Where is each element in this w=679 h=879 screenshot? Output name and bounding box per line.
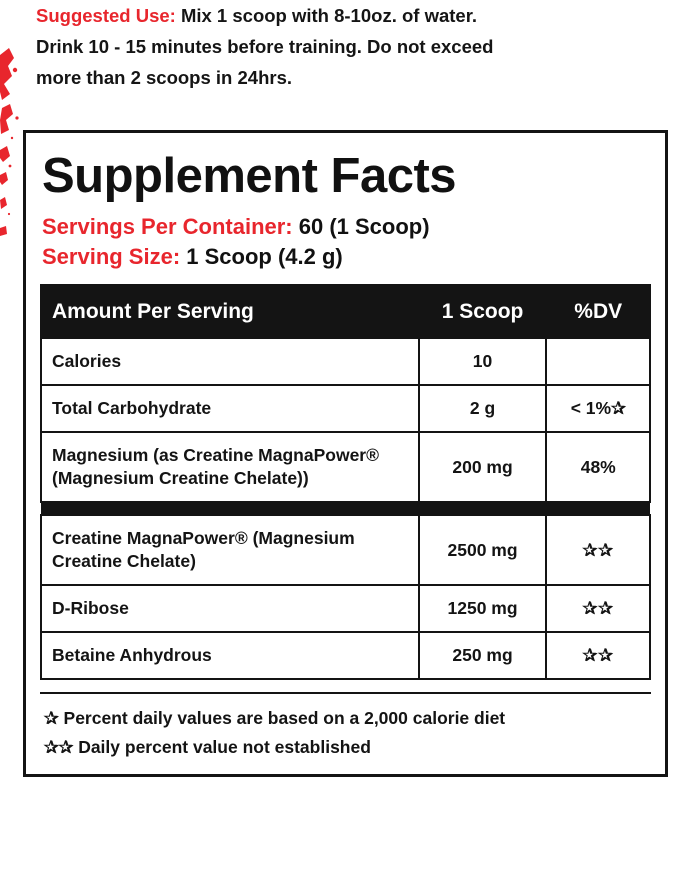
nutrition-table-body — [41, 338, 650, 679]
row-name: Magnesium (as Creatine MagnaPower® (Magnesium Creatine Chelate)) — [41, 432, 419, 502]
servings-per-container-label: Servings Per Container: — [42, 214, 293, 240]
row-name: Betaine Anhydrous — [41, 632, 419, 679]
table-row — [41, 385, 650, 432]
table-row — [41, 338, 650, 385]
serving-size-value: 1 Scoop (4.2 g) — [180, 244, 343, 270]
footnotes — [40, 692, 651, 774]
suggested-use-line-1 — [36, 0, 636, 31]
suggested-use-line-1-text: Mix 1 scoop with 8-10oz. of water. — [175, 5, 478, 26]
row-dv: ✰✰ — [546, 632, 650, 679]
row-amount: 1250 mg — [419, 585, 547, 632]
servings-per-container-value: 60 (1 Scoop) — [292, 214, 430, 240]
row-dv: 48% — [546, 432, 650, 502]
servings-per-container — [42, 212, 651, 242]
row-dv — [546, 338, 650, 385]
suggested-use-line-2: Drink 10 - 15 minutes before training. Do not exceed — [36, 36, 494, 57]
column-header-amount-per-serving: Amount Per Serving — [41, 285, 419, 338]
suggested-use-line-3: more than 2 scoops in 24hrs. — [36, 67, 292, 88]
nutrition-table — [40, 284, 651, 680]
row-amount: 200 mg — [419, 432, 547, 502]
row-amount: 10 — [419, 338, 547, 385]
table-row — [41, 585, 650, 632]
table-row — [41, 632, 650, 679]
serving-size-label: Serving Size: — [42, 244, 181, 270]
row-name: D-Ribose — [41, 585, 419, 632]
row-amount: 2 g — [419, 385, 547, 432]
row-dv: < 1%✰ — [546, 385, 650, 432]
table-header-row — [41, 285, 650, 338]
column-header-scoop: 1 Scoop — [419, 285, 547, 338]
row-amount: 250 mg — [419, 632, 547, 679]
row-dv: ✰✰ — [546, 585, 650, 632]
supplement-facts-header — [26, 133, 665, 272]
suggested-use-block — [36, 0, 636, 93]
page-title: Supplement Facts — [42, 149, 457, 203]
row-name: Calories — [41, 338, 419, 385]
row-name: Creatine MagnaPower® (Magnesium Creatine Chelate) — [41, 515, 419, 585]
supplement-facts-panel — [23, 130, 668, 777]
section-divider — [41, 502, 650, 515]
footnote-not-established: ✰✰ Daily percent value not established — [44, 737, 371, 758]
nutrition-table-head — [41, 285, 650, 338]
splatter-decoration — [0, 0, 22, 300]
row-dv: ✰✰ — [546, 515, 650, 585]
column-header-dv: %DV — [546, 285, 650, 338]
row-amount: 2500 mg — [419, 515, 547, 585]
suggested-use-label: Suggested Use: — [36, 5, 176, 26]
serving-info — [40, 212, 651, 272]
table-row — [41, 432, 650, 502]
table-row — [41, 515, 650, 585]
footnote-daily-value: ✰ Percent daily values are based on a 2,000 calorie diet — [44, 708, 506, 729]
row-name: Total Carbohydrate — [41, 385, 419, 432]
serving-size — [42, 242, 651, 272]
